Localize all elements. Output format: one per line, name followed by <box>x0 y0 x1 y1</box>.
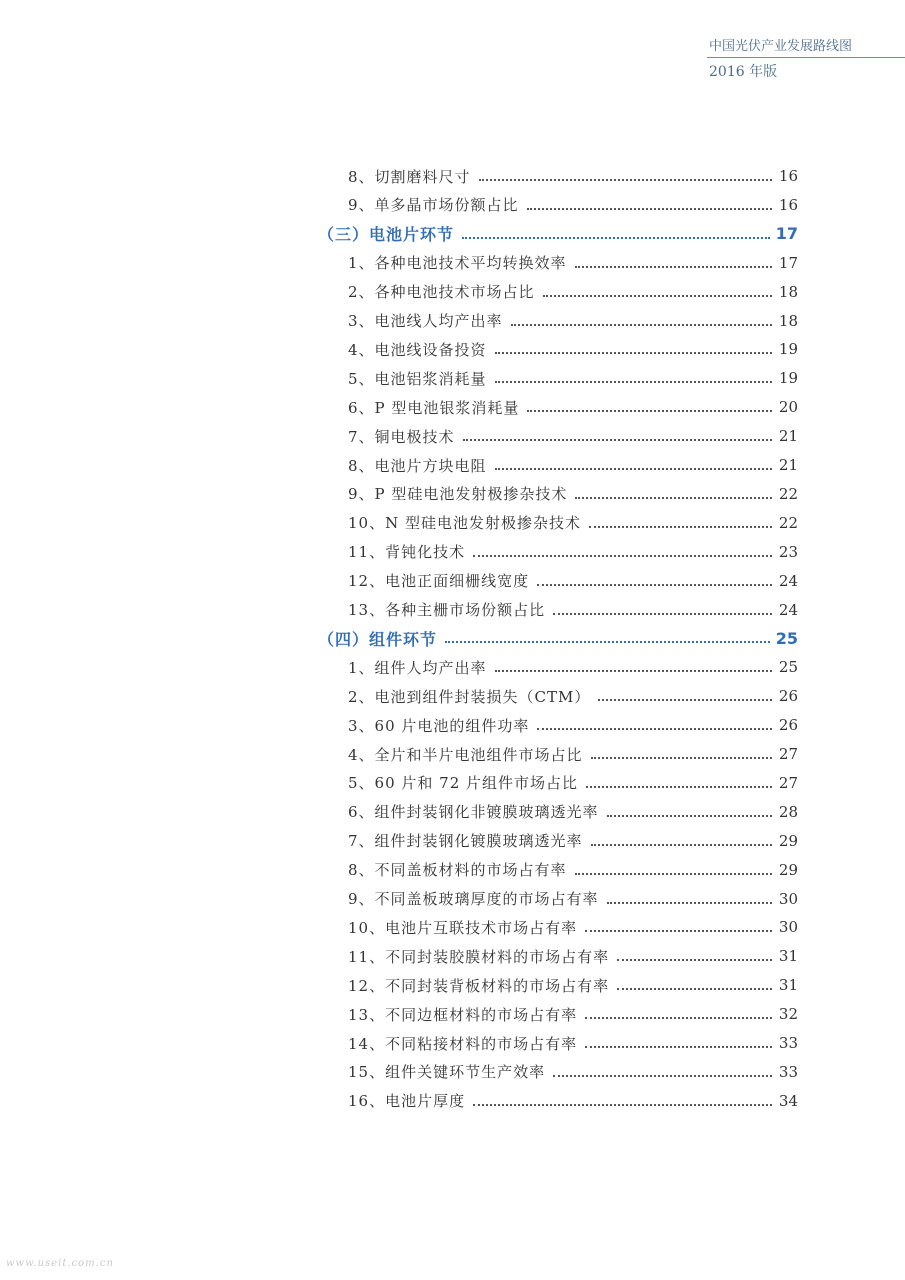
toc-label: 9、P 型硅电池发射极掺杂技术 <box>348 485 568 504</box>
toc-label: 8、不同盖板材料的市场占有率 <box>348 861 567 880</box>
toc-label: 11、背钝化技术 <box>348 543 466 562</box>
toc-label: （三）电池片环节 <box>318 225 455 245</box>
toc-page-number: 34 <box>778 1091 798 1110</box>
dot-leader <box>495 670 772 672</box>
toc-page-number: 24 <box>778 600 798 619</box>
toc-page-number: 18 <box>778 282 798 301</box>
dot-leader <box>586 786 772 788</box>
toc-page-number: 16 <box>778 167 798 185</box>
toc-label: 7、组件封装钢化镀膜玻璃透光率 <box>348 832 583 851</box>
toc-entry <box>318 769 798 797</box>
toc-label: 5、60 片和 72 片组件市场占比 <box>348 774 579 793</box>
toc-label: 1、组件人均产出率 <box>348 658 487 677</box>
toc-label: 2、电池到组件封装损失（CTM） <box>348 687 591 706</box>
toc-entry <box>318 191 798 219</box>
dot-leader <box>591 757 772 759</box>
toc-label: 10、电池片互联技术市场占有率 <box>348 918 578 937</box>
toc-section-heading <box>318 220 798 248</box>
dot-leader <box>511 324 772 326</box>
dot-leader <box>598 699 772 701</box>
toc-label: 16、电池片厚度 <box>348 1092 466 1111</box>
toc-entry <box>318 538 798 566</box>
toc-page-number: 33 <box>778 1062 798 1081</box>
toc-entry <box>318 393 798 421</box>
dot-leader <box>553 1075 772 1077</box>
toc-page-number: 18 <box>778 311 798 330</box>
toc-entry <box>318 1000 798 1028</box>
dot-leader <box>527 208 772 210</box>
toc-label: 1、各种电池技术平均转换效率 <box>348 254 567 273</box>
dot-leader <box>473 555 772 557</box>
header-rule <box>707 57 905 58</box>
toc-entry <box>318 740 798 768</box>
toc-entry <box>318 451 798 479</box>
toc-label: 8、切割磨料尺寸 <box>348 167 471 186</box>
toc-label: 12、电池正面细栅线宽度 <box>348 572 530 591</box>
toc-entry <box>318 480 798 508</box>
toc-page-number: 17 <box>775 224 798 244</box>
toc-label: 4、全片和半片电池组件市场占比 <box>348 745 583 764</box>
toc-label: 14、不同粘接材料的市场占有率 <box>348 1034 578 1053</box>
toc-page-number: 17 <box>778 253 798 272</box>
toc-page-number: 30 <box>778 918 798 937</box>
toc-label: 8、电池片方块电阻 <box>348 456 487 475</box>
dot-leader <box>585 1017 772 1019</box>
toc-label: 7、铜电极技术 <box>348 427 455 446</box>
toc-section-heading <box>318 624 798 652</box>
dot-leader <box>607 902 772 904</box>
toc-label: 13、不同边框材料的市场占有率 <box>348 1005 578 1024</box>
toc-page-number: 16 <box>778 195 798 214</box>
dot-leader <box>617 959 772 961</box>
toc-page-number: 21 <box>778 456 798 474</box>
toc-entry <box>318 249 798 277</box>
toc-entry <box>318 1087 798 1115</box>
dot-leader <box>463 439 772 441</box>
toc-page-number: 26 <box>778 716 798 735</box>
toc-page-number: 25 <box>778 658 798 677</box>
dot-leader <box>537 584 772 586</box>
toc-label: 3、60 片电池的组件功率 <box>348 716 530 735</box>
toc-page-number: 23 <box>778 542 798 561</box>
toc-page-number: 22 <box>778 513 798 532</box>
dot-leader <box>527 410 772 412</box>
header-title: 中国光伏产业发展路线图 <box>709 39 853 54</box>
toc-entry <box>318 971 798 999</box>
toc-label: 11、不同封装胶膜材料的市场占有率 <box>348 947 610 966</box>
toc-page-number: 26 <box>778 687 798 706</box>
toc-page-number: 32 <box>778 1005 798 1024</box>
toc-label: 4、电池线设备投资 <box>348 340 487 359</box>
toc-entry <box>318 942 798 970</box>
toc-label: （四）组件环节 <box>318 629 438 649</box>
toc-page-number: 29 <box>778 860 798 879</box>
toc-label: 6、组件封装钢化非镀膜玻璃透光率 <box>348 803 599 822</box>
toc-entry <box>318 653 798 681</box>
dot-leader <box>591 844 772 846</box>
toc-page-number: 27 <box>778 745 798 763</box>
toc-page-number: 33 <box>778 1034 798 1052</box>
toc-entry <box>318 798 798 826</box>
toc-page-number: 27 <box>778 773 798 792</box>
toc-entry <box>318 1058 798 1086</box>
toc-label: 3、电池线人均产出率 <box>348 312 503 330</box>
toc-page-number: 20 <box>778 398 798 417</box>
toc-page-number: 19 <box>778 369 798 388</box>
dot-leader <box>575 873 772 875</box>
toc-label: 5、电池铝浆消耗量 <box>348 369 487 388</box>
toc-page-number: 31 <box>778 947 798 966</box>
toc-entry <box>318 509 798 537</box>
dot-leader <box>607 815 772 817</box>
toc-entry <box>318 596 798 624</box>
toc-page-number: 30 <box>778 889 798 908</box>
dot-leader <box>495 352 772 354</box>
toc-label: 6、P 型电池银浆消耗量 <box>348 398 520 417</box>
watermark: www.useit.com.cn <box>6 1258 114 1269</box>
toc-page-number: 29 <box>778 831 798 850</box>
toc-entry <box>318 364 798 392</box>
toc-page-number: 22 <box>778 484 798 503</box>
toc-label: 12、不同封装背板材料的市场占有率 <box>348 976 610 995</box>
toc-page-number: 25 <box>775 628 798 648</box>
toc-label: 9、单多晶市场份额占比 <box>348 196 519 215</box>
dot-leader <box>575 266 772 268</box>
toc-page-number: 21 <box>778 427 798 446</box>
toc-entry <box>318 856 798 884</box>
dot-leader <box>473 1104 772 1106</box>
dot-leader <box>462 237 770 239</box>
toc-entry <box>318 422 798 450</box>
toc-entry <box>318 307 798 335</box>
toc-page-number: 19 <box>778 340 798 359</box>
toc-page-number: 31 <box>778 976 798 995</box>
toc-label: 10、N 型硅电池发射极掺杂技术 <box>348 514 581 533</box>
toc-label: 9、不同盖板玻璃厚度的市场占有率 <box>348 890 599 908</box>
running-header <box>707 38 905 81</box>
dot-leader <box>575 497 772 499</box>
toc-entry <box>318 162 798 190</box>
header-year: 2016 年版 <box>709 64 778 80</box>
toc-entry <box>318 827 798 855</box>
toc-page-number: 28 <box>778 802 798 821</box>
toc-page-number: 24 <box>778 571 798 590</box>
dot-leader <box>495 381 772 383</box>
toc-entry <box>318 567 798 595</box>
toc-label: 13、各种主栅市场份额占比 <box>348 601 546 619</box>
dot-leader <box>543 295 772 297</box>
dot-leader <box>585 1046 772 1048</box>
dot-leader <box>479 179 772 181</box>
toc-label: 2、各种电池技术市场占比 <box>348 283 535 302</box>
dot-leader <box>495 468 772 470</box>
dot-leader <box>585 930 772 932</box>
toc-entry <box>318 885 798 913</box>
dot-leader <box>589 526 772 528</box>
toc-entry <box>318 1029 798 1057</box>
toc-entry <box>318 335 798 363</box>
dot-leader <box>553 613 772 615</box>
dot-leader <box>445 641 770 643</box>
dot-leader <box>617 988 772 990</box>
toc-entry <box>318 278 798 306</box>
toc-entry <box>318 682 798 710</box>
dot-leader <box>537 728 772 730</box>
toc-entry <box>318 711 798 739</box>
toc-label: 15、组件关键环节生产效率 <box>348 1063 546 1082</box>
toc-entry <box>318 913 798 941</box>
